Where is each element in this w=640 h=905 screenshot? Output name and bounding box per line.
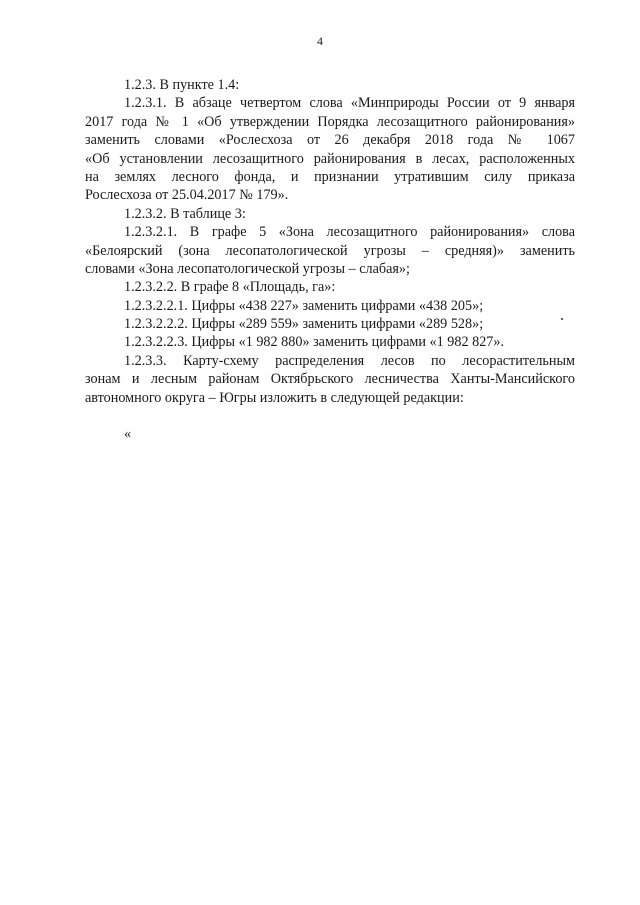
text-line: 1.2.3.2.2.3. Цифры «1 982 880» заменить цифрами «1 982 827». <box>124 334 505 351</box>
text-line: словами «Зона лесопатологической угрозы – слабая»; <box>85 260 410 277</box>
text-line: Рослесхоза от 25.04.2017 № 179». <box>85 187 289 204</box>
text-line: 1.2.3.2.1. В графе 5 «Зона лесозащитного районирования» слова <box>124 224 575 241</box>
text-line: автономного округа – Югры изложить в следующей редакции: <box>85 389 464 406</box>
text-line: зонам и лесным районам Октябрьского лесничества Ханты-Мансийского <box>85 371 575 388</box>
text-line: 1.2.3.2.2.2. Цифры «289 559» заменить цифрами «289 528»; <box>124 316 484 333</box>
text-line: заменить словами «Рослесхоза от 26 декабря 2018 года № 1067 <box>85 132 575 149</box>
text-line: «Об установлении лесозащитного районирования в лесах, расположенных <box>85 150 575 167</box>
page-number: 4 <box>317 34 323 48</box>
text-line: 1.2.3.1. В абзаце четвертом слова «Минприроды России от 9 января <box>124 95 575 112</box>
text-line: 1.2.3.2.2. В графе 8 «Площадь, га»: <box>124 279 336 296</box>
text-line: « <box>124 426 132 443</box>
text-line: на землях лесного фонда, и признании утратившим силу приказа <box>85 168 575 185</box>
scan-speck <box>561 318 563 320</box>
document-body <box>85 76 575 444</box>
text-line <box>85 407 575 425</box>
text-line: 1.2.3.3. Карту-схему распределения лесов по лесорастительным <box>124 352 575 369</box>
text-line: «Белоярский (зона лесопатологической угрозы – средняя)» заменить <box>85 242 575 259</box>
text-line: 2017 года № 1 «Об утверждении Порядка лесозащитного районирования» <box>85 113 575 130</box>
text-line: 1.2.3. В пункте 1.4: <box>124 77 240 93</box>
text-line: 1.2.3.2. В таблице 3: <box>124 205 246 222</box>
text-line: 1.2.3.2.2.1. Цифры «438 227» заменить цифрами «438 205»; <box>124 297 484 314</box>
